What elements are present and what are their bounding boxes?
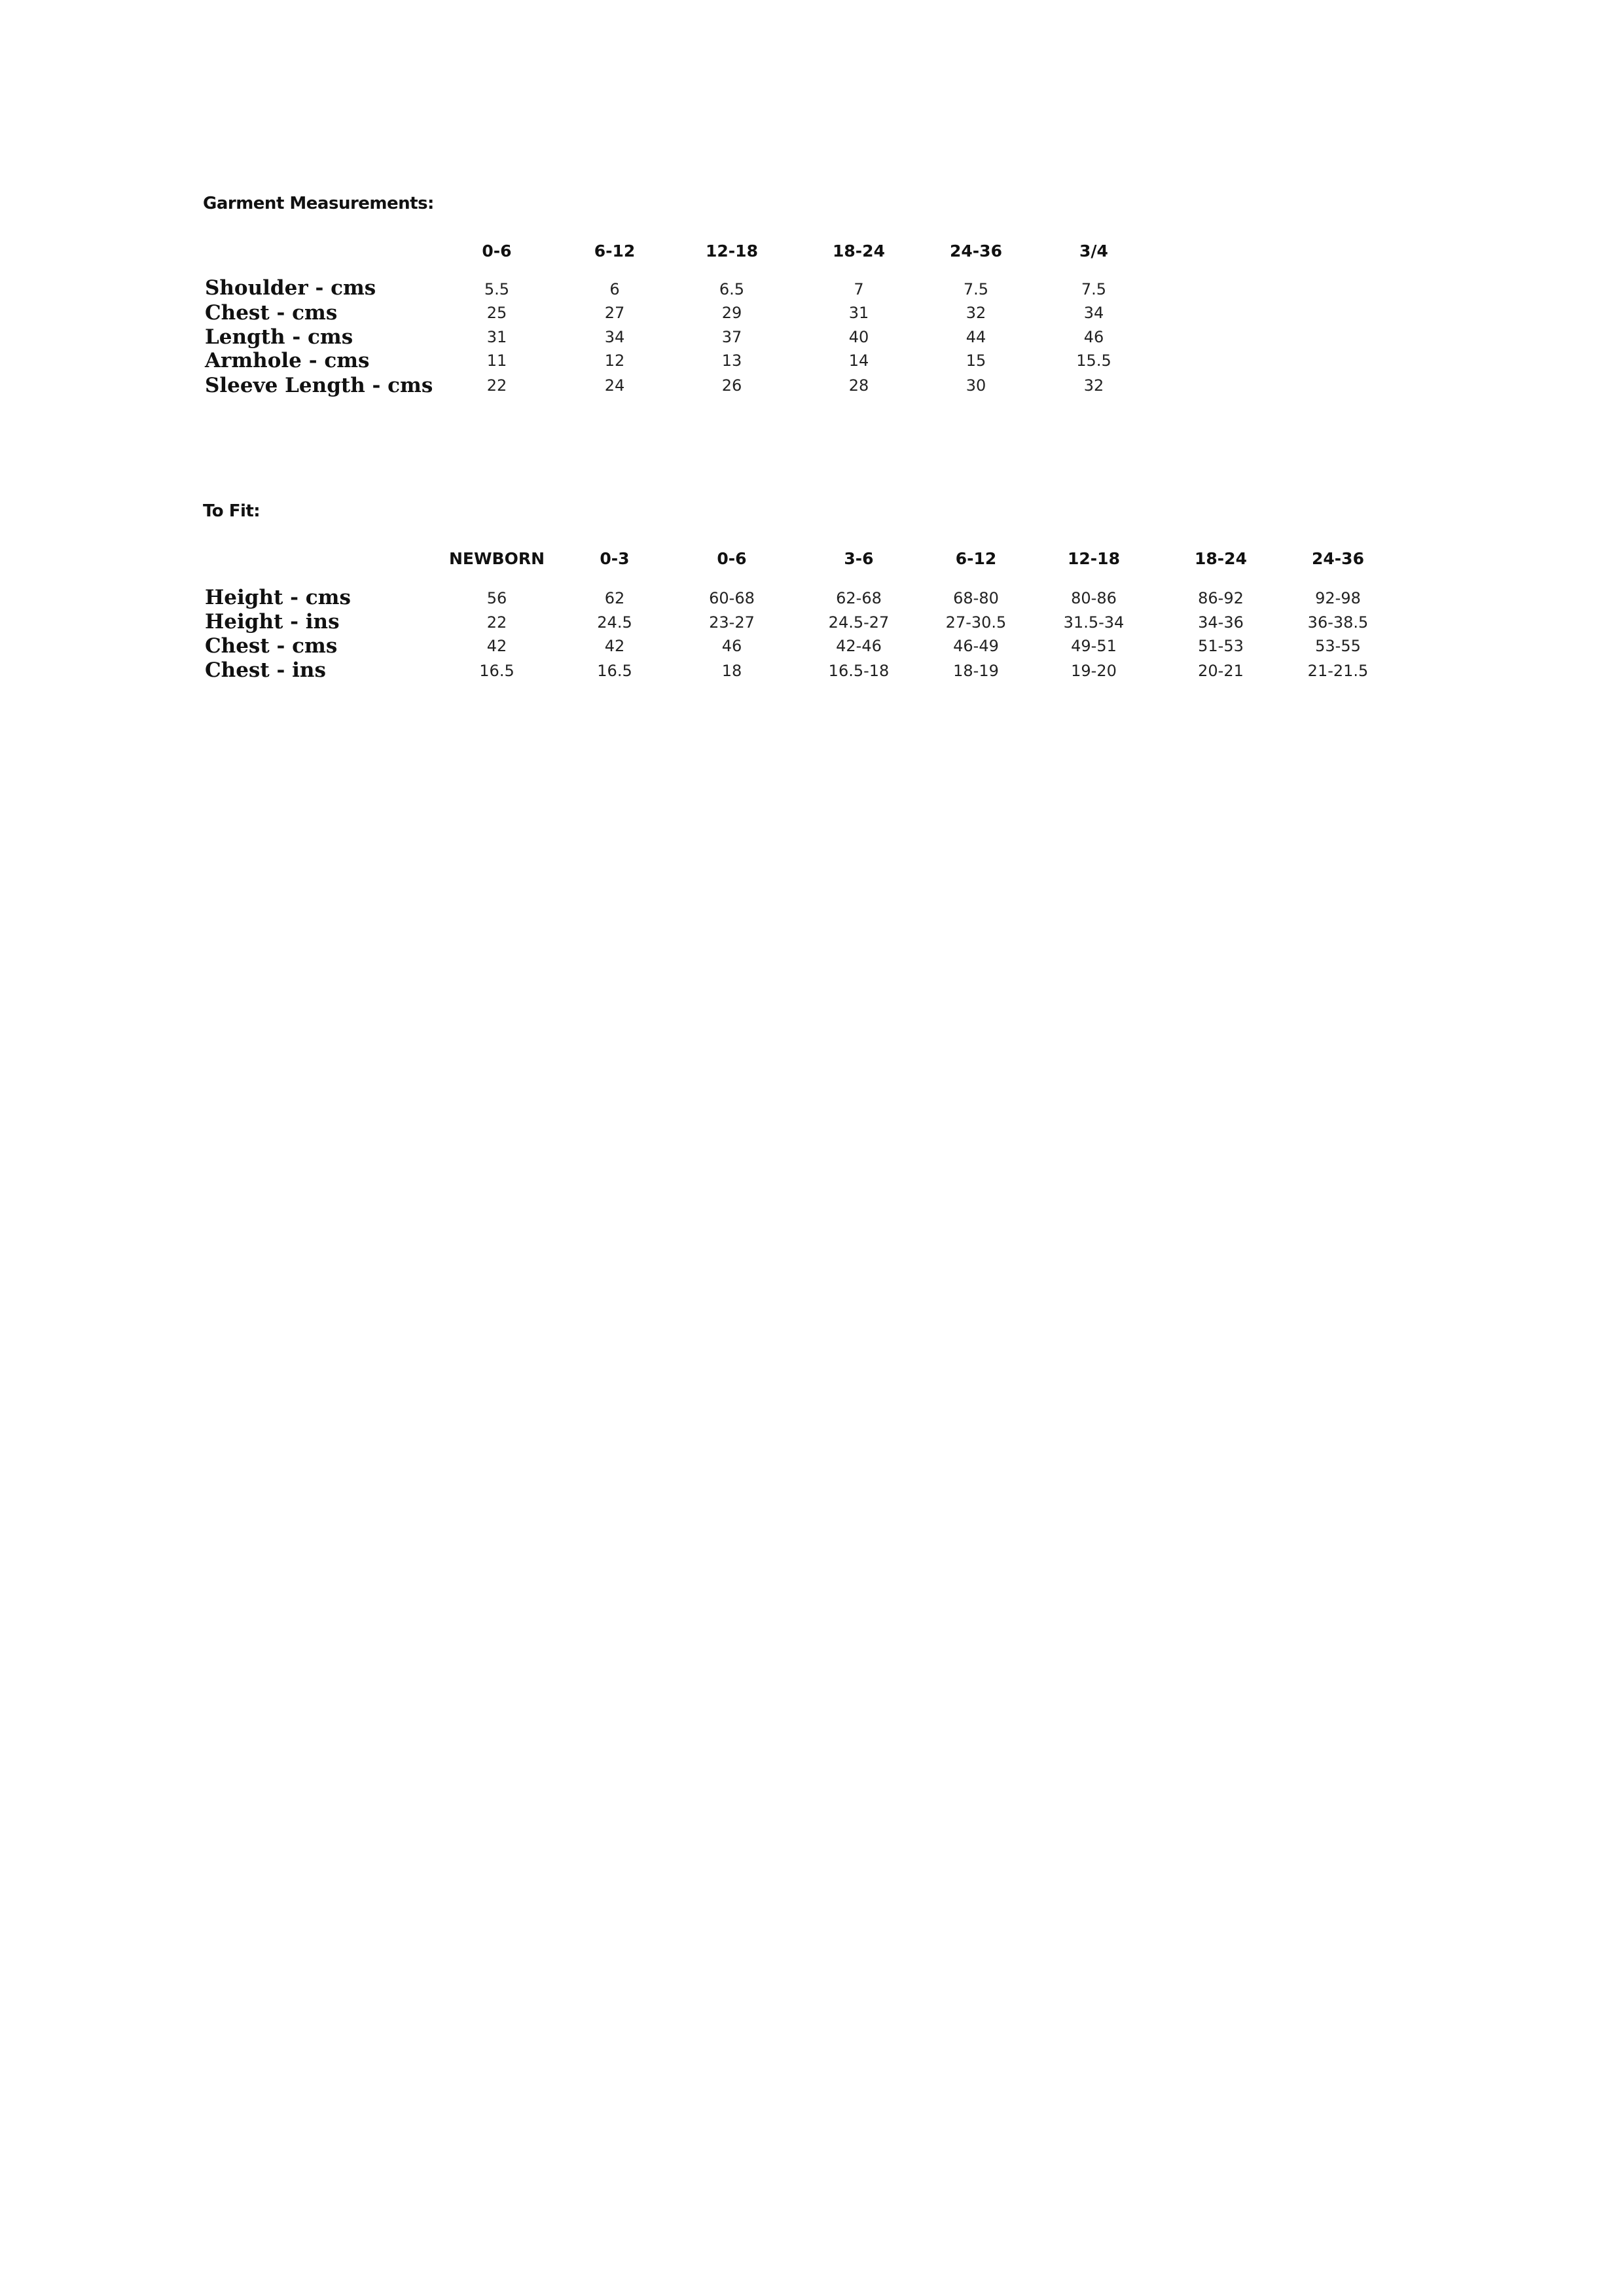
garment-cell: 7 <box>854 280 864 298</box>
garment-cell: 44 <box>965 328 986 346</box>
fit-cell: 31.5-34 <box>1063 613 1125 632</box>
fit-cell: 62 <box>604 589 625 607</box>
garment-cell: 34 <box>604 328 625 346</box>
garment-col-header: 18-24 <box>833 242 885 260</box>
garment-cell: 6.5 <box>719 280 745 298</box>
fit-cell: 42 <box>486 637 507 655</box>
garment-cell: 15 <box>965 351 986 370</box>
fit-cell: 24.5-27 <box>828 613 890 632</box>
fit-cell: 80-86 <box>1071 589 1117 607</box>
garment-cell: 22 <box>486 376 507 395</box>
fit-row-label: Chest - ins <box>205 658 326 682</box>
fit-row-label: Height - ins <box>205 610 340 634</box>
fit-cell: 42-46 <box>836 637 882 655</box>
fit-cell: 18-19 <box>953 662 999 680</box>
garment-cell: 26 <box>721 376 742 395</box>
fit-cell: 22 <box>486 613 507 632</box>
fit-col-header: 0-6 <box>717 549 747 568</box>
fit-cell: 46-49 <box>953 637 999 655</box>
garment-cell: 12 <box>604 351 625 370</box>
fit-cell: 16.5 <box>479 662 514 680</box>
garment-cell: 6 <box>609 280 620 298</box>
garment-cell: 28 <box>848 376 869 395</box>
garment-cell: 31 <box>848 304 869 322</box>
fit-cell: 34-36 <box>1198 613 1244 632</box>
fit-cell: 24.5 <box>597 613 632 632</box>
garment-cell: 27 <box>604 304 625 322</box>
fit-cell: 68-80 <box>953 589 999 607</box>
fit-col-header: 0-3 <box>600 549 630 568</box>
fit-cell: 20-21 <box>1198 662 1244 680</box>
garment-cell: 13 <box>721 351 742 370</box>
fit-cell: 56 <box>486 589 507 607</box>
fit-cell: 49-51 <box>1071 637 1117 655</box>
garment-cell: 31 <box>486 328 507 346</box>
garment-cell: 14 <box>848 351 869 370</box>
fit-col-header: 6-12 <box>955 549 997 568</box>
fit-col-header: NEWBORN <box>448 549 545 568</box>
garment-row-label: Length - cms <box>205 325 353 349</box>
fit-cell: 36-38.5 <box>1307 613 1369 632</box>
garment-row-label: Shoulder - cms <box>205 276 376 300</box>
fit-cell: 86-92 <box>1198 589 1244 607</box>
fit-cell: 42 <box>604 637 625 655</box>
garment-cell: 7.5 <box>963 280 989 298</box>
fit-row-label: Height - cms <box>205 586 351 609</box>
garment-cell: 11 <box>486 351 507 370</box>
fit-cell: 23-27 <box>709 613 755 632</box>
garment-cell: 32 <box>1083 376 1104 395</box>
garment-col-header: 0-6 <box>482 242 512 260</box>
fit-cell: 53-55 <box>1315 637 1361 655</box>
garment-col-header: 3/4 <box>1079 242 1108 260</box>
garment-col-header: 6-12 <box>594 242 636 260</box>
to-fit-title: To Fit: <box>203 501 261 521</box>
fit-col-header: 24-36 <box>1312 549 1364 568</box>
garment-row-label: Chest - cms <box>205 301 338 325</box>
fit-cell: 21-21.5 <box>1307 662 1369 680</box>
garment-cell: 5.5 <box>484 280 510 298</box>
garment-cell: 24 <box>604 376 625 395</box>
garment-cell: 15.5 <box>1076 351 1111 370</box>
fit-cell: 19-20 <box>1071 662 1117 680</box>
fit-row-label: Chest - cms <box>205 634 338 658</box>
garment-col-header: 24-36 <box>950 242 1002 260</box>
fit-cell: 46 <box>721 637 742 655</box>
garment-col-header: 12-18 <box>706 242 758 260</box>
garment-cell: 25 <box>486 304 507 322</box>
fit-cell: 92-98 <box>1315 589 1361 607</box>
garment-measurements-title: Garment Measurements: <box>203 194 434 213</box>
garment-row-label: Sleeve Length - cms <box>205 374 433 397</box>
garment-row-label: Armhole - cms <box>205 349 370 372</box>
fit-col-header: 18-24 <box>1195 549 1247 568</box>
fit-cell: 16.5-18 <box>828 662 890 680</box>
fit-cell: 60-68 <box>709 589 755 607</box>
garment-cell: 30 <box>965 376 986 395</box>
fit-cell: 16.5 <box>597 662 632 680</box>
garment-cell: 29 <box>721 304 742 322</box>
fit-cell: 62-68 <box>836 589 882 607</box>
garment-cell: 37 <box>721 328 742 346</box>
fit-cell: 18 <box>721 662 742 680</box>
fit-cell: 27-30.5 <box>945 613 1007 632</box>
garment-cell: 46 <box>1083 328 1104 346</box>
fit-cell: 51-53 <box>1198 637 1244 655</box>
fit-col-header: 3-6 <box>844 549 874 568</box>
garment-cell: 32 <box>965 304 986 322</box>
fit-col-header: 12-18 <box>1068 549 1120 568</box>
garment-cell: 40 <box>848 328 869 346</box>
garment-cell: 34 <box>1083 304 1104 322</box>
garment-cell: 7.5 <box>1081 280 1107 298</box>
